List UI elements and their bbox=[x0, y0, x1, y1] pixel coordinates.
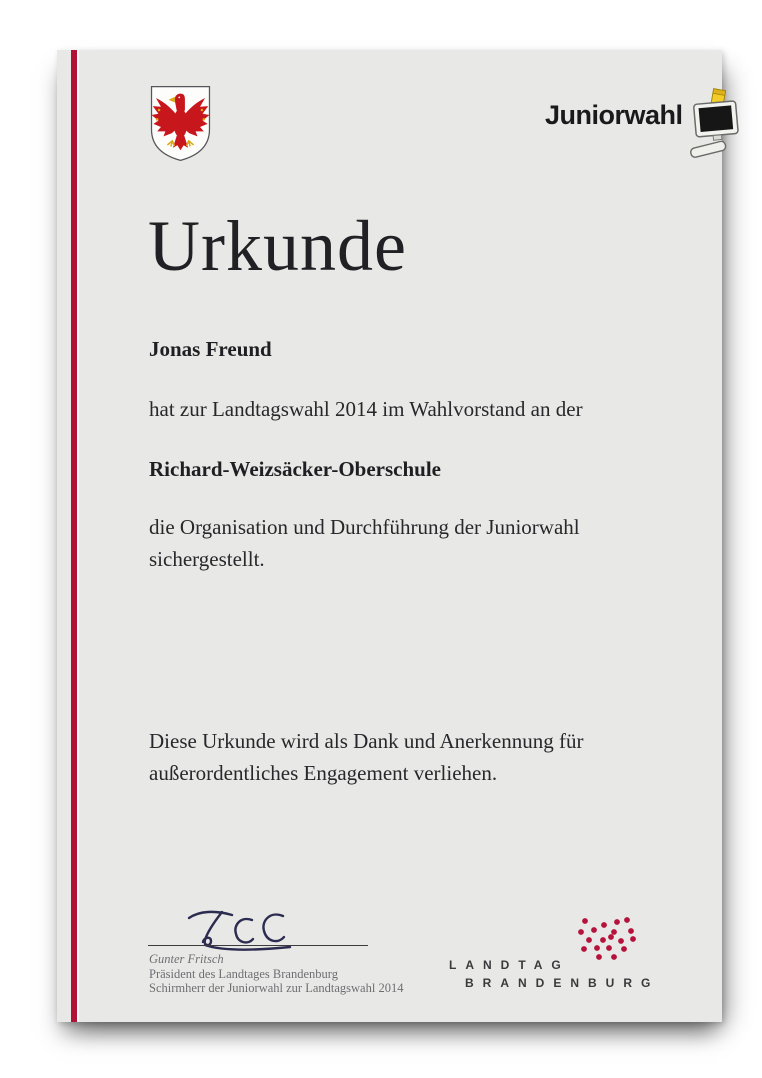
recipient-name: Jonas Freund bbox=[149, 337, 272, 361]
signer-role: Schirmherr der Juniorwahl zur Landtagswahl 2014 bbox=[149, 981, 404, 995]
dedication-line-2: außerordentliches Engagement verliehen. bbox=[149, 761, 498, 785]
voting-computer-icon bbox=[686, 88, 742, 162]
school-name: Richard-Weizsäcker-Oberschule bbox=[149, 457, 442, 481]
certificate-paper bbox=[57, 50, 722, 1022]
dedication-text bbox=[149, 725, 583, 789]
brandenburg-coat-of-arms-icon bbox=[149, 84, 212, 163]
achievement-text bbox=[149, 511, 580, 575]
juniorwahl-logo bbox=[545, 88, 742, 162]
signer-title: Präsident des Landtages Brandenburg bbox=[149, 967, 338, 981]
dedication-line-1: Diese Urkunde wird als Dank und Anerkennung für bbox=[149, 729, 584, 753]
signature-line bbox=[148, 945, 368, 946]
certificate-title: Urkunde bbox=[148, 206, 407, 286]
landtag-logo-line1: LANDTAG bbox=[449, 958, 570, 972]
signer-name: Gunter Fritsch bbox=[149, 952, 224, 966]
landtag-dotted-eagle-icon bbox=[577, 915, 639, 967]
signature-scribble-icon bbox=[185, 905, 295, 955]
juniorwahl-logo-text: Juniorwahl bbox=[545, 100, 683, 130]
edge-stripe-highlight bbox=[77, 50, 79, 1022]
achievement-line-2: sichergestellt. bbox=[149, 547, 265, 571]
achievement-line-1: die Organisation und Durchführung der Juniorwahl bbox=[149, 515, 580, 539]
intro-line: hat zur Landtagswahl 2014 im Wahlvorstand an der bbox=[149, 397, 583, 421]
landtag-logo-line2: BRANDENBURG bbox=[465, 976, 660, 990]
